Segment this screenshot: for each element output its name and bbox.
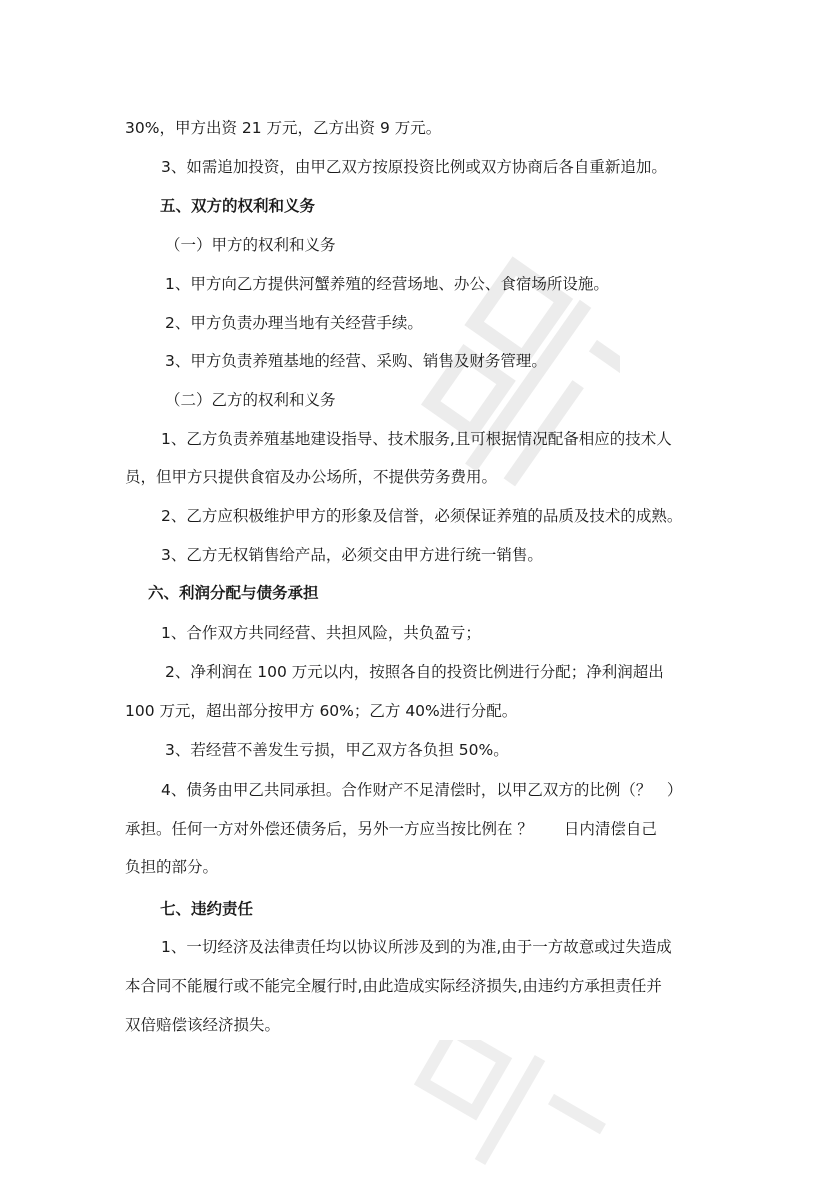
body-text-line: 本合同不能履行或不能完全履行时,由此造成实际经济损失,由违约方承担责任并 xyxy=(125,977,662,995)
body-text-line: 双倍赔偿该经济损失。 xyxy=(125,1016,281,1034)
body-text-line: 1、甲方向乙方提供河蟹养殖的经营场地、办公、食宿场所设施。 xyxy=(165,275,609,293)
body-text-line: 1、合作双方共同经营、共担风险，共负盈亏； xyxy=(161,624,481,642)
subsection-heading: （一）甲方的权利和义务 xyxy=(165,236,336,254)
section-heading: 五、双方的权利和义务 xyxy=(160,197,316,215)
body-text-line: 4、债务由甲乙共同承担。合作财产不足清偿时，以甲乙双方的比例（？ ） xyxy=(161,781,683,799)
subsection-heading: （二）乙方的权利和义务 xyxy=(165,391,336,409)
body-text-line: 3、如需追加投资，由甲乙双方按原投资比例或双方协商后各自重新追加。 xyxy=(161,158,667,176)
watermark-logo-icon xyxy=(380,1040,640,1180)
body-text-line: 员，但甲方只提供食宿及办公场所，不提供劳务费用。 xyxy=(125,468,498,486)
body-text-line: 1、一切经济及法律责任均以协议所涉及到的为准,由于一方故意或过失造成 xyxy=(161,938,672,956)
body-text-line: 负担的部分。 xyxy=(125,858,219,876)
body-text-line: 2、乙方应积极维护甲方的形象及信誉，必须保证养殖的品质及技术的成熟。 xyxy=(161,507,683,525)
body-text-line: 30%，甲方出资 21 万元，乙方出资 9 万元。 xyxy=(125,119,442,137)
body-text-line: 2、净利润在 100 万元以内，按照各自的投资比例进行分配；净利润超出 xyxy=(165,663,664,681)
body-text-line: 3、甲方负责养殖基地的经营、采购、销售及财务管理。 xyxy=(165,352,547,370)
section-heading: 七、违约责任 xyxy=(160,900,254,918)
body-text-line: 100 万元，超出部分按甲方 60%；乙方 40%进行分配。 xyxy=(125,702,518,720)
body-text-line: 2、甲方负责办理当地有关经营手续。 xyxy=(165,314,423,332)
body-text-line: 3、乙方无权销售给产品，必须交由甲方进行统一销售。 xyxy=(161,546,543,564)
section-heading: 六、利润分配与债务承担 xyxy=(148,584,319,602)
body-text-line: 承担。任何一方对外偿还债务后，另外一方应当按比例在 ？ 日内清偿自己 xyxy=(125,820,657,838)
body-text-line: 3、若经营不善发生亏损，甲乙双方各负担 50%。 xyxy=(165,741,509,759)
body-text-line: 1、乙方负责养殖基地建设指导、技术服务,且可根据情况配备相应的技术人 xyxy=(161,430,672,448)
